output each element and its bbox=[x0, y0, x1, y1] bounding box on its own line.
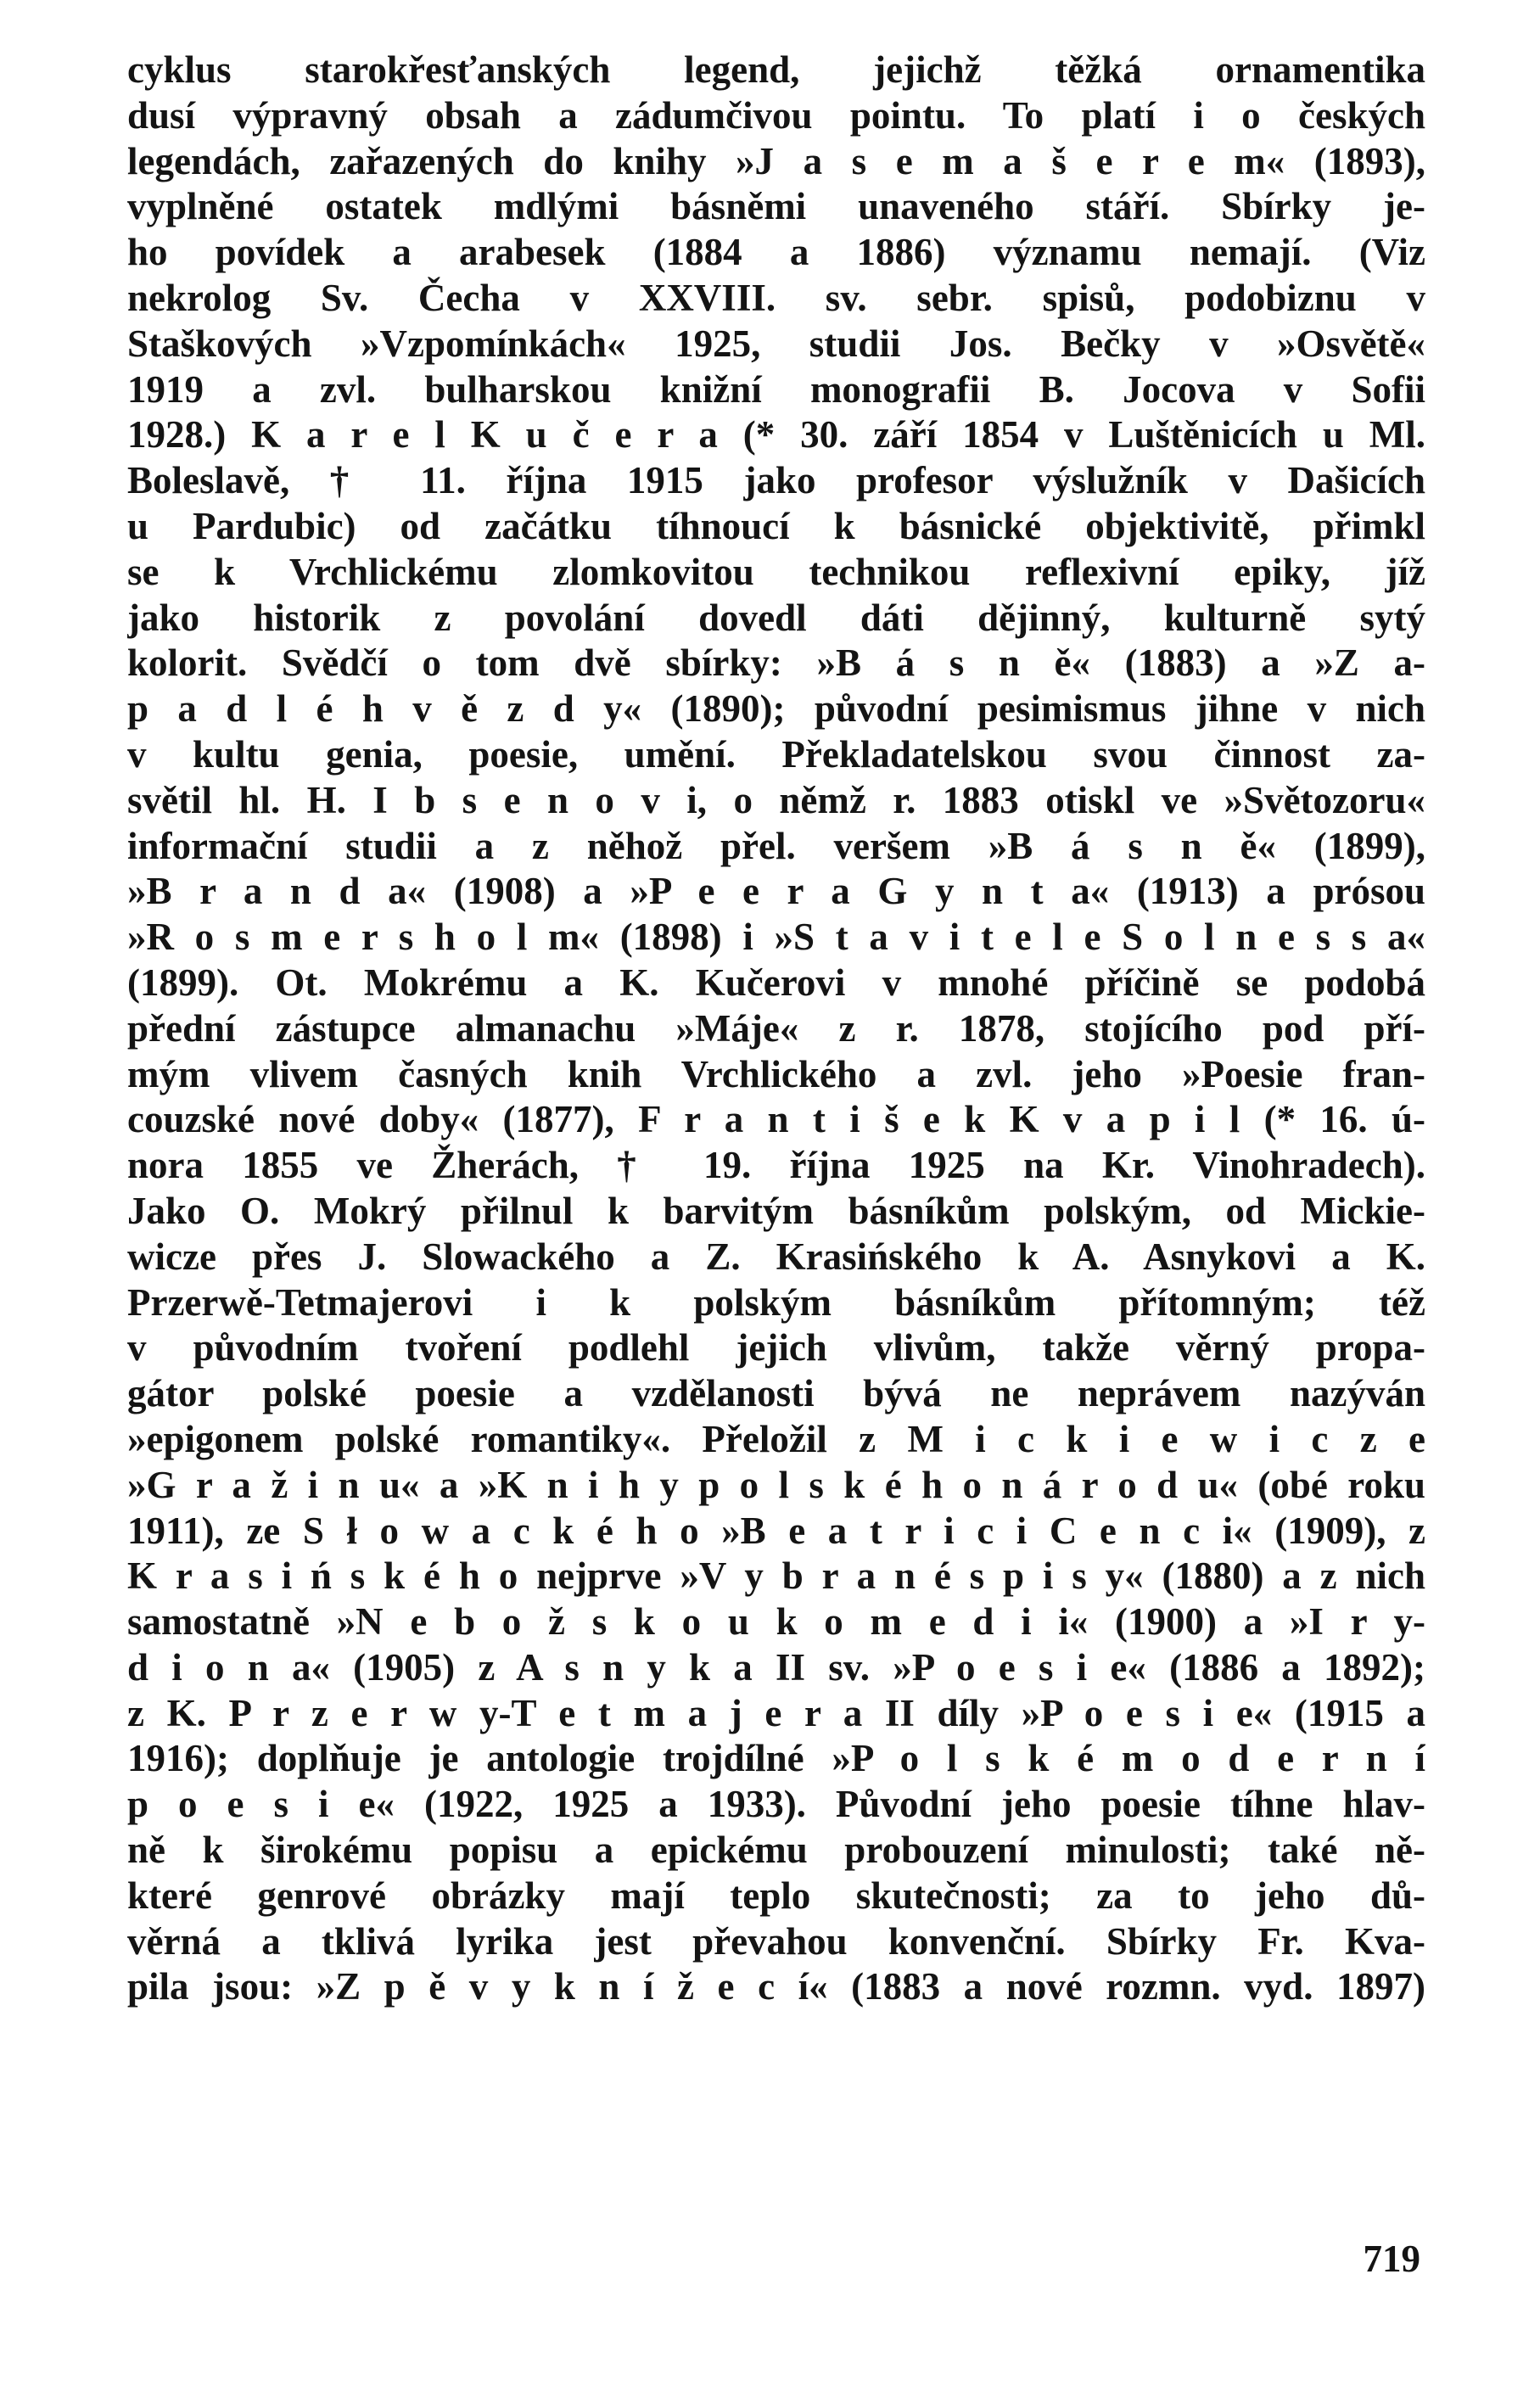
text-line: ně k širokému popisu a epickému probouzení minulosti; také ně- bbox=[127, 1829, 1425, 1872]
text-line: Boleslavě, † 11. října 1915 jako profesor výslužník v Dašicích bbox=[127, 459, 1425, 502]
text-line: gátor polské poesie a vzdělanosti bývá ne neprávem nazýván bbox=[127, 1372, 1425, 1415]
text-line: 1916); doplňuje je antologie trojdílné »P o l s k é m o d e r n í bbox=[127, 1737, 1425, 1780]
text-line: světil hl. H. I b s e n o v i, o němž r. 1883 otiskl ve »Světozoru« bbox=[127, 778, 1425, 821]
text-line: u Pardubic) od začátku tíhnoucí k básnické objektivitě, přimkl bbox=[127, 504, 1425, 547]
text-line: legendách, zařazených do knihy »J a s e m a š e r e m« (1893), bbox=[127, 139, 1425, 182]
text-line: d i o n a« (1905) z A s n y k a II sv. »P o e s i e« (1886 a 1892); bbox=[127, 1645, 1425, 1689]
text-line: pila jsou: »Z p ě v y k n í ž e c í« (1883 a nové rozmn. vyd. 1897) bbox=[127, 1965, 1425, 2008]
text-line: vyplněné ostatek mdlými básněmi unaveného stáří. Sbírky je- bbox=[127, 185, 1425, 228]
text-line: jako historik z povolání dovedl dáti dějinný, kulturně sytý bbox=[127, 596, 1425, 639]
text-line: »G r a ž i n u« a »K n i h y p o l s k é h o n á r o d u« (obé roku bbox=[127, 1463, 1425, 1506]
text-line: »R o s m e r s h o l m« (1898) i »S t a v i t e l e S o l n e s s a« bbox=[127, 916, 1425, 959]
text-line: »B r a n d a« (1908) a »P e e r a G y n t a« (1913) a prósou bbox=[127, 870, 1425, 913]
text-line: 1928.) K a r e l K u č e r a (* 30. září 1854 v Luštěnicích u Ml. bbox=[127, 413, 1425, 457]
text-line: 1919 a zvl. bulharskou knižní monografii B. Jocova v Sofii bbox=[127, 367, 1425, 411]
text-line: v původním tvoření podlehl jejich vlivům, takže věrný propa- bbox=[127, 1326, 1425, 1370]
text-line: věrná a tklivá lyrika jest převahou konvenční. Sbírky Fr. Kva- bbox=[127, 1919, 1425, 1963]
text-line: p a d l é h v ě z d y« (1890); původní pesimismus jihne v nich bbox=[127, 687, 1425, 731]
text-line: »epigonem polské romantiky«. Přeložil z M i c k i e w i c z e bbox=[127, 1417, 1425, 1460]
text-line: (1899). Ot. Mokrému a K. Kučerovi v mnohé příčině se podobá bbox=[127, 961, 1425, 1004]
body-text bbox=[127, 48, 1425, 2010]
text-line: p o e s i e« (1922, 1925 a 1933). Původní jeho poesie tíhne hlav- bbox=[127, 1783, 1425, 1826]
text-line: couzské nové doby« (1877), F r a n t i š e k K v a p i l (* 16. ú- bbox=[127, 1098, 1425, 1141]
text-line: samostatně »N e b o ž s k o u k o m e d i i« (1900) a »I r y- bbox=[127, 1600, 1425, 1644]
text-line: informační studii a z něhož přel. veršem »B á s n ě« (1899), bbox=[127, 824, 1425, 867]
text-line: přední zástupce almanachu »Máje« z r. 1878, stojícího pod pří- bbox=[127, 1006, 1425, 1050]
book-page bbox=[127, 48, 1425, 2389]
text-line: se k Vrchlickému zlomkovitou technikou reflexivní epiky, jíž bbox=[127, 550, 1425, 593]
text-line: K r a s i ń s k é h o nejprve »V y b r a n é s p i s y« (1880) a z nich bbox=[127, 1554, 1425, 1598]
text-line: ho povídek a arabesek (1884 a 1886) významu nemají. (Viz bbox=[127, 231, 1425, 274]
text-line: 1911), ze S ł o w a c k é h o »B e a t r i c i C e n c i« (1909), z bbox=[127, 1509, 1425, 1552]
text-line: nora 1855 ve Žherách, † 19. října 1925 na Kr. Vinohradech). bbox=[127, 1144, 1425, 1187]
text-line: nekrolog Sv. Čecha v XXVIII. sv. sebr. spisů, podobiznu v bbox=[127, 276, 1425, 319]
text-line: z K. P r z e r w y-T e t m a j e r a II díly »P o e s i e« (1915 a bbox=[127, 1691, 1425, 1734]
text-line: Przerwě-Tetmajerovi i k polským básníkům přítomným; též bbox=[127, 1280, 1425, 1324]
text-line: cyklus starokřesťanských legend, jejichž těžká ornamentika bbox=[127, 48, 1425, 91]
text-line: dusí výpravný obsah a zádumčivou pointu. To platí i o českých bbox=[127, 93, 1425, 137]
text-line: které genrové obrázky mají teplo skutečnosti; za to jeho dů- bbox=[127, 1874, 1425, 1917]
text-line: mým vlivem časných knih Vrchlického a zvl. jeho »Poesie fran- bbox=[127, 1052, 1425, 1095]
text-line: kolorit. Svědčí o tom dvě sbírky: »B á s n ě« (1883) a »Z a- bbox=[127, 641, 1425, 685]
text-line: v kultu genia, poesie, umění. Překladatelskou svou činnost za- bbox=[127, 732, 1425, 776]
text-line: wicze přes J. Slowackého a Z. Krasińského k A. Asnykovi a K. bbox=[127, 1235, 1425, 1278]
text-line: Staškových »Vzpomínkách« 1925, studii Jos. Bečky v »Osvětě« bbox=[127, 322, 1425, 365]
text-line: Jako O. Mokrý přilnul k barvitým básníkům polským, od Mickie- bbox=[127, 1189, 1425, 1232]
page-number: 719 bbox=[1363, 2238, 1420, 2280]
